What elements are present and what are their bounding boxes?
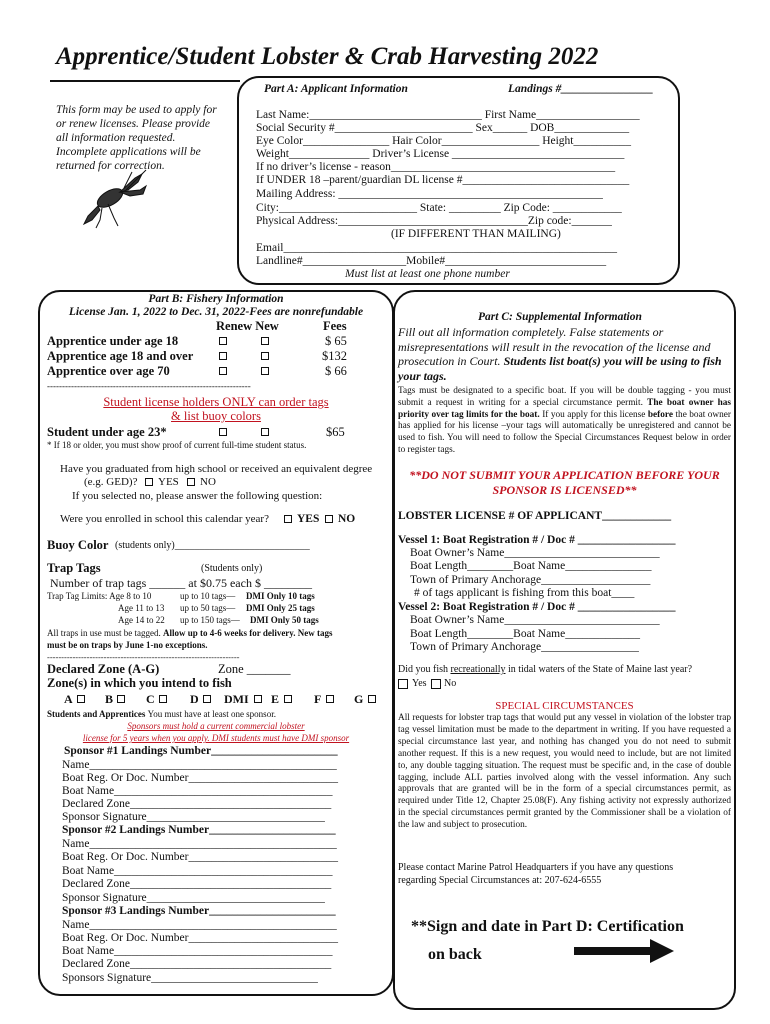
zone-e-label: E	[271, 692, 280, 706]
trap-limit-dmi: DMI Only 10 tags	[246, 591, 315, 601]
submission-warning: **DO NOT SUBMIT YOUR APPLICATION BEFORE YOUR	[409, 468, 720, 482]
recreational-no-checkbox[interactable]	[431, 679, 441, 689]
part-c-intro-boats: Students list boat(s) you will be using to fish your tags.	[398, 354, 722, 383]
license-dates: License Jan. 1, 2022 to Dec. 31, 2022-Fees are nonrefundable	[68, 306, 364, 318]
zone-d-label: D	[190, 692, 199, 706]
vessel-1-owner[interactable]: Boat Owner’s Name___________________________	[410, 547, 660, 559]
vessel-1-tag-count[interactable]: # of tags applicant is fishing from this boat____	[414, 587, 635, 599]
sponsor-3-signature[interactable]: Sponsors Signature_____________________________	[62, 972, 318, 984]
ssn-field[interactable]: Social Security #________________________ Sex______ DOB_____________	[256, 122, 630, 134]
vessel-2-boat-length[interactable]: Boat Length________Boat Name_____________	[410, 628, 640, 640]
recreational-no-label: No	[444, 678, 457, 689]
tag-text-before: before	[647, 409, 673, 420]
ged-follow-up: If you selected no, please answer the following question:	[72, 490, 323, 502]
enrolled-yes-label: YES	[297, 513, 320, 525]
lobster-illustration	[80, 168, 150, 230]
zone-b-checkbox[interactable]	[117, 695, 125, 703]
intro-line: all information requested.	[56, 132, 176, 144]
fee-amount: $132	[322, 349, 347, 363]
ged-no-label: NO	[200, 476, 216, 488]
sponsor-3-name[interactable]: Name___________________________________________	[62, 919, 337, 931]
sponsor-2-name[interactable]: Name___________________________________________	[62, 838, 337, 850]
sponsor-2-boat-reg[interactable]: Boat Reg. Or Doc. Number__________________________	[62, 851, 338, 863]
ged-yes-checkbox[interactable]	[145, 478, 153, 486]
renew-checkbox[interactable]	[219, 352, 227, 360]
vessel-1-registration[interactable]	[398, 534, 675, 547]
tag-text: If you apply for this license	[539, 409, 648, 420]
new-checkbox[interactable]	[261, 367, 269, 375]
sponsor-2-title[interactable]: Sponsor #2 Landings Number______________________	[62, 824, 336, 836]
sponsor-3-title[interactable]: Sponsor #3 Landings Number______________________	[62, 905, 336, 917]
zone-b-label: B	[105, 692, 114, 706]
fees-header: Fees	[323, 319, 347, 333]
zone-c-checkbox[interactable]	[159, 695, 167, 703]
sponsor-requirement-who: Students and Apprentices	[47, 709, 148, 719]
sponsor-1-signature[interactable]: Sponsor Signature_______________________________	[62, 811, 325, 823]
trap-tags-note: (Students only)	[201, 563, 263, 574]
intro-line: This form may be used to apply for	[56, 104, 217, 116]
right-arrow-icon	[574, 939, 674, 963]
eye-color-field[interactable]: Eye Color_______________ Hair Color_________________ Height__________	[256, 135, 632, 147]
physical-address-field[interactable]: Physical Address:_________________________________Zip code:_______	[256, 215, 612, 227]
sponsor-2-boat-name[interactable]: Boat Name______________________________________	[62, 865, 333, 877]
guardian-license-field[interactable]: If UNDER 18 –parent/guardian DL license #_____________________________	[256, 174, 630, 186]
new-checkbox[interactable]	[261, 337, 269, 345]
part-c-intro	[398, 325, 730, 383]
intro-line: returned for correction.	[56, 160, 165, 172]
vessel-1-boat-length[interactable]: Boat Length________Boat Name_______________	[410, 560, 652, 572]
contact-info: Please contact Marine Patrol Headquarters if you have any questions	[398, 862, 674, 873]
tag-designation-paragraph	[398, 386, 731, 457]
new-checkbox[interactable]	[261, 352, 269, 360]
renew-checkbox[interactable]	[219, 337, 227, 345]
sponsor-1-boat-name[interactable]: Boat Name______________________________________	[62, 785, 333, 797]
phone-field[interactable]: Landline#__________________Mobile#____________________________	[256, 255, 607, 267]
ged-no-checkbox[interactable]	[187, 478, 195, 486]
buoy-color-field[interactable]: (students only)___________________________	[115, 540, 310, 551]
student-footnote: * If 18 or older, you must show proof of current full-time student status.	[47, 440, 307, 450]
sponsor-rule: Sponsors must hold a current commercial lobster	[127, 721, 305, 731]
trap-limit-label: Age 14 to 22	[118, 615, 165, 625]
renew-new-header: Renew New	[216, 319, 279, 333]
recreational-question	[398, 664, 692, 676]
trap-limit-count: up to 150 tags—	[180, 615, 240, 625]
sponsor-1-zone[interactable]: Declared Zone___________________________________	[62, 798, 332, 810]
sponsor-requirement-text: You must have at least one sponsor.	[147, 709, 276, 719]
tag-note	[47, 628, 333, 639]
ged-question: Have you graduated from high school or received an equivalent degree	[60, 463, 373, 475]
declared-zone-label: Declared Zone (A-G)	[47, 662, 160, 676]
renew-checkbox[interactable]	[219, 367, 227, 375]
divider-dashes: --------------------------------------------------------------------	[47, 652, 240, 662]
weight-field[interactable]: Weight______________ Driver’s License ______________________________	[256, 148, 625, 160]
zone-dmi-label: DMI	[224, 692, 249, 706]
sponsor-3-boat-name[interactable]: Boat Name______________________________________	[62, 945, 333, 957]
zone-f-label: F	[314, 692, 322, 706]
recreational-yes-label: Yes	[412, 678, 427, 689]
trap-limit-count: up to 10 tags—	[180, 591, 236, 601]
vessel-1-anchorage[interactable]: Town of Primary Anchorage___________________	[410, 574, 651, 586]
zone-dmi-checkbox[interactable]	[254, 695, 262, 703]
student-note: & list buoy colors	[171, 409, 261, 423]
last-name-field[interactable]: Last Name:______________________________ First Name__________________	[256, 109, 640, 121]
recreational-yes-checkbox[interactable]	[398, 679, 408, 689]
enrolled-question: Were you enrolled in school this calendar year?	[60, 513, 269, 525]
divider-dashes: --------------------------------------------------------------------	[47, 381, 251, 391]
recreational-text: in tidal waters of the State of Maine last year?	[505, 664, 693, 675]
title-underline	[50, 80, 240, 82]
fee-label: Apprentice age 18 and over	[47, 349, 194, 363]
trap-tag-count-field[interactable]: Number of trap tags ______ at $0.75 each $ ________	[50, 576, 312, 590]
recreational-text: Did you fish	[398, 664, 451, 675]
student-checkbox[interactable]	[261, 428, 269, 436]
part-c-intro-text: Fill out all information completely. False statements or misrepresentations will result in the revocation of the license and prosecution in Court.	[398, 325, 711, 368]
contact-info: regarding Special Circumstances at: 207-624-6555	[398, 875, 602, 886]
student-checkbox[interactable]	[219, 428, 227, 436]
zones-label: Zone(s) in which you intend to fish	[47, 676, 232, 690]
fee-label: Apprentice over age 70	[47, 364, 170, 378]
sponsor-requirement	[47, 709, 276, 720]
fee-label: Apprentice under age 18	[47, 334, 179, 348]
special-circumstances-text: All requests for lobster trap tags that would put any vessel in violation of the lobster trap tag vessel limitation must be made to the department in writing. If you have requested a special circumstance last year, and nothing has changed you do not need to submit another request. If this is a new request, you would need to include, but are not limited to, any double tagging situation. The request must be specific and, in the case of double tagging, include ALL parties involved along with the vessel information. Any such approvals that are granted will be in the form of a special circumstances permit, as required under Title 12, Chapter 25.08(F). Any fishing activity not expressly authorized in the special circumstances permit granted by the Commissioner shall be a violation of the law and subject to prosecution.	[398, 713, 731, 831]
zone-a-checkbox[interactable]	[77, 695, 85, 703]
part-c-heading: Part C: Supplemental Information	[478, 311, 642, 323]
intro-line: or renew licenses. Please provide	[56, 118, 211, 130]
sponsor-2-signature[interactable]: Sponsor Signature_______________________________	[62, 892, 325, 904]
tag-note-delivery: Allow up to 4-6 weeks for delivery. New tags	[162, 628, 333, 638]
fee-amount: $ 66	[325, 364, 347, 378]
vessel-2-owner[interactable]: Boat Owner’s Name___________________________	[410, 614, 660, 626]
trap-limit-count: up to 50 tags—	[180, 603, 236, 613]
part-a-heading: Part A: Applicant Information	[264, 83, 408, 95]
trap-tags-label: Trap Tags	[47, 561, 101, 575]
sponsor-1-name[interactable]: Name___________________________________________	[62, 759, 337, 771]
trap-limit-dmi: DMI Only 50 tags	[250, 615, 319, 625]
sponsor-rule: license for 5 years when you apply. DMI students must have DMI sponsor	[82, 733, 350, 743]
fee-amount: $ 65	[325, 334, 347, 348]
sponsor-1-title[interactable]: Sponsor #1 Landings Number______________________	[64, 745, 338, 757]
enrolled-yes-checkbox[interactable]	[284, 515, 292, 523]
email-field[interactable]: Email__________________________________________________________	[256, 242, 617, 254]
lobster-license-field[interactable]: LOBSTER LICENSE # OF APPLICANT____________	[398, 510, 672, 522]
tag-text: Tags must be designated to a specific boat. If you will be double tagging - you must submit a request in writing for a special circumstance permit.	[398, 386, 731, 408]
zone-c-label: C	[146, 692, 155, 706]
sponsor-3-boat-reg[interactable]: Boat Reg. Or Doc. Number__________________________	[62, 932, 338, 944]
sponsor-3-zone[interactable]: Declared Zone___________________________________	[62, 958, 332, 970]
enrolled-no-checkbox[interactable]	[325, 515, 333, 523]
vessel-1-registration-text: Vessel 1: Boat Registration # / Doc # _________________	[398, 534, 676, 546]
tag-text-priority: The boat owner has priority over tag limits for the boat.	[398, 397, 732, 420]
student-note: Student license holders ONLY can order tags	[103, 395, 329, 409]
vessel-2-anchorage[interactable]: Town of Primary Anchorage_________________	[410, 641, 639, 653]
vessel-2-registration[interactable]: Vessel 2: Boat Registration # / Doc # _________________	[398, 601, 676, 613]
ged-example: (e.g. GED)?	[84, 476, 138, 488]
student-label: Student under age 23*	[47, 425, 167, 439]
sponsor-2-zone[interactable]: Declared Zone___________________________________	[62, 878, 332, 890]
submission-warning: SPONSOR IS LICENSED**	[492, 483, 637, 497]
sponsor-1-boat-reg[interactable]: Boat Reg. Or Doc. Number__________________________	[62, 772, 338, 784]
ged-yes-label: YES	[158, 476, 179, 488]
zone-a-label: A	[64, 692, 73, 706]
trap-limit-label: Age 11 to 13	[118, 603, 165, 613]
zone-e-checkbox[interactable]	[284, 695, 292, 703]
zone-d-checkbox[interactable]	[203, 695, 211, 703]
tag-text: the boat owner has applied for his license –your tags will automatically be unregistered and cannot be used to fish. You will need to follow the Special Circumstances Request below in order to register tags.	[398, 409, 731, 455]
sign-notice: **Sign and date in Part D: Certification	[411, 918, 684, 935]
recreational-text-underlined: recreationally	[450, 664, 506, 675]
buoy-color-label: Buoy Color	[47, 538, 109, 552]
zone-g-checkbox[interactable]	[368, 695, 376, 703]
trap-limit-dmi: DMI Only 25 tags	[246, 603, 315, 613]
intro-line: Incomplete applications will be	[56, 146, 201, 158]
student-fee: $65	[326, 425, 345, 439]
address-note: (IF DIFFERENT THAN MAILING)	[391, 228, 561, 240]
sign-notice: on back	[428, 946, 482, 963]
enrolled-no-label: NO	[338, 513, 356, 525]
special-circumstances-heading: SPECIAL CIRCUMSTANCES	[495, 700, 634, 712]
zone-g-label: G	[354, 692, 364, 706]
city-field[interactable]: City:________________________ State: _________ Zip Code: ____________	[256, 202, 622, 214]
mailing-address-field[interactable]: Mailing Address: ______________________________________________	[256, 188, 603, 200]
trap-limit-label: Trap Tag Limits: Age 8 to 10	[47, 591, 152, 601]
tag-note-text: All traps in use must be tagged.	[47, 628, 163, 638]
part-b-heading: Part B: Fishery Information	[148, 293, 284, 305]
zone-f-checkbox[interactable]	[326, 695, 334, 703]
declared-zone-field[interactable]: Zone _______	[218, 662, 291, 676]
landings-number: Landings #________________	[508, 83, 654, 95]
no-license-reason-field[interactable]: If no driver’s license - reason_______________________________________	[256, 161, 616, 173]
phone-note: Must list at least one phone number	[345, 268, 510, 280]
tag-note-deadline: must be on traps by June 1-no exceptions.	[47, 640, 208, 650]
page-title: Apprentice/Student Lobster & Crab Harvesting 2022	[56, 43, 599, 70]
